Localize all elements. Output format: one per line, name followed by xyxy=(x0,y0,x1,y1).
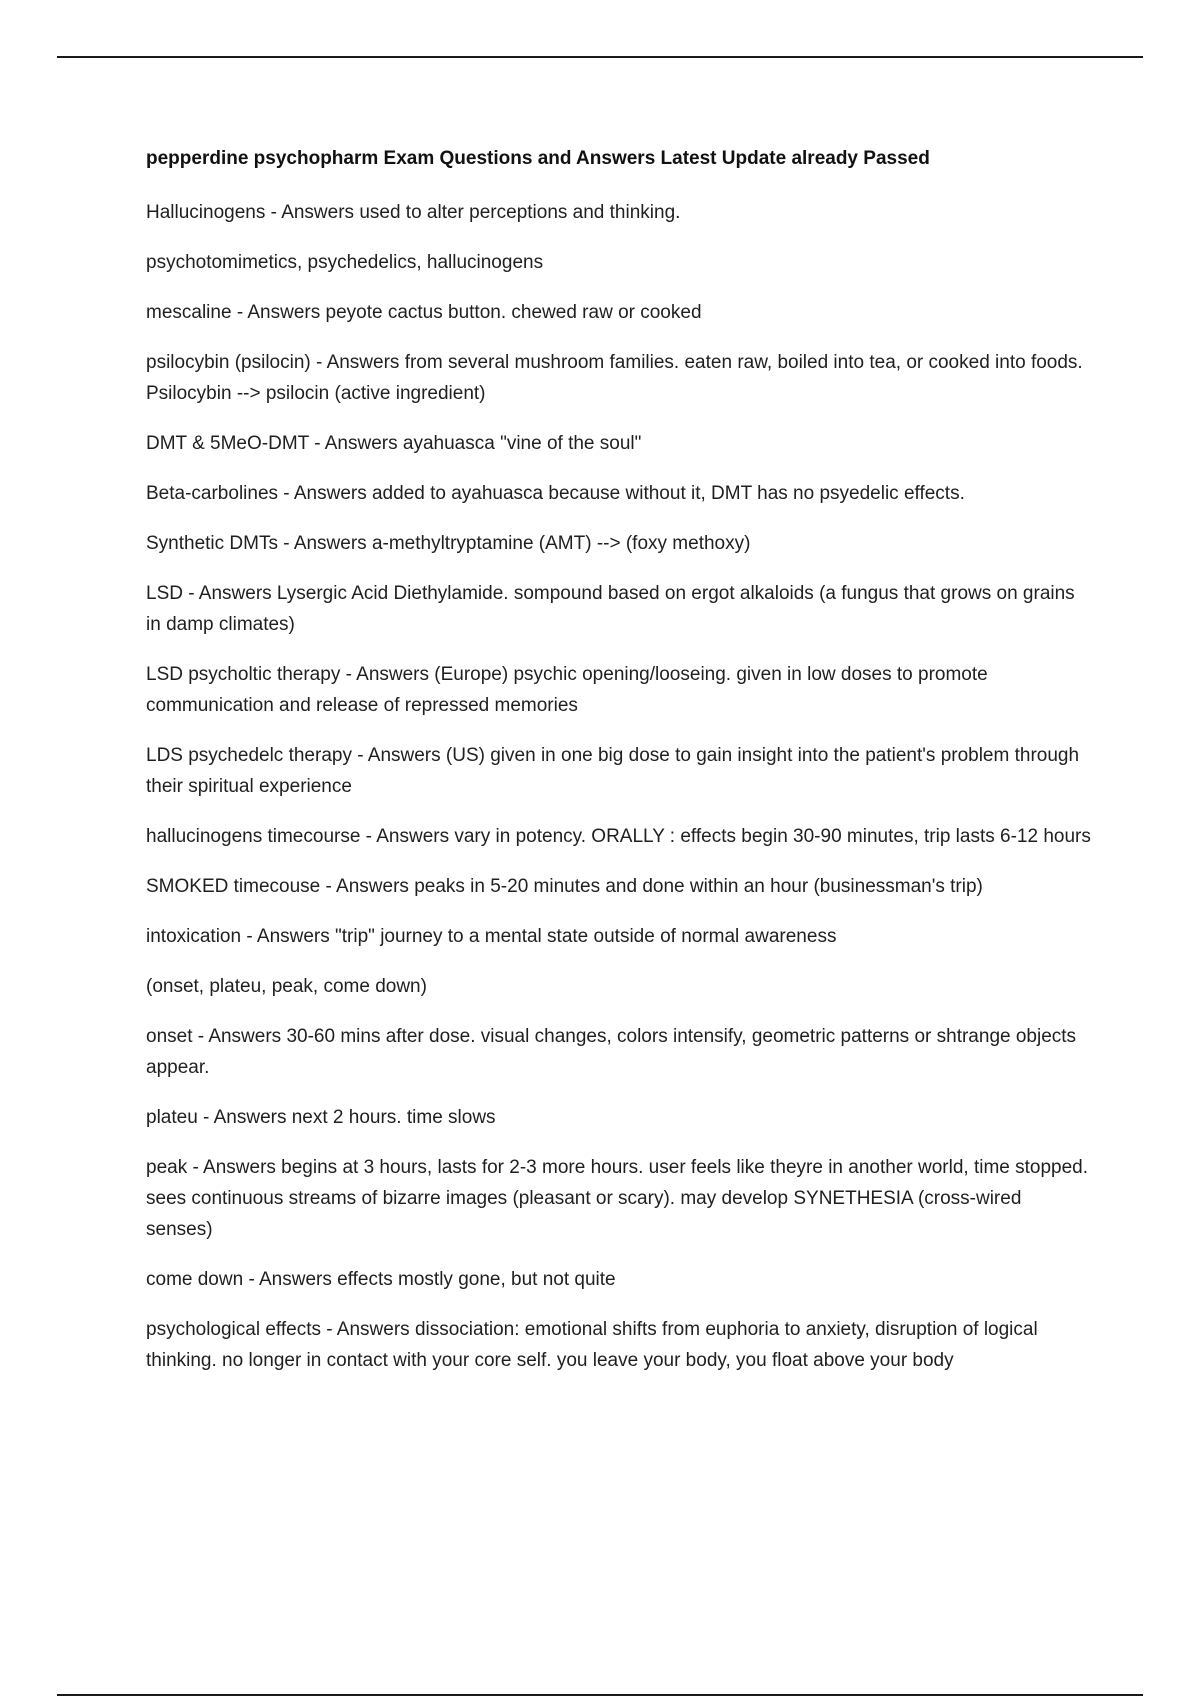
entry-lds-psychedelc-therapy: LDS psychedelc therapy - Answers (US) given in one big dose to gain insight into the patient's problem through their spiritual experience xyxy=(146,745,1080,797)
entry-beta-carbolines: Beta-carbolines - Answers added to ayahuasca because without it, DMT has no psyedelic effects. xyxy=(146,483,965,504)
entry-peak: peak - Answers begins at 3 hours, lasts for 2-3 more hours. user feels like theyre in another world, time stopped. sees continuous streams of bizarre images (pleasant or scary). may develop SYNETHESIA (cross-wired senses) xyxy=(146,1157,1089,1240)
entry-intoxication: intoxication - Answers "trip" journey to a mental state outside of normal awareness xyxy=(146,926,837,947)
entry-hallucinogens: Hallucinogens - Answers used to alter perceptions and thinking. xyxy=(146,202,681,223)
entry-smoked-timecourse: SMOKED timecouse - Answers peaks in 5-20 minutes and done within an hour (businessman's trip) xyxy=(146,876,983,897)
footer-rule xyxy=(57,1694,1143,1696)
entry-onset: onset - Answers 30-60 mins after dose. visual changes, colors intensify, geometric patterns or shtrange objects appear. xyxy=(146,1026,1077,1078)
header-rule xyxy=(57,56,1143,58)
entry-lsd-psycholtic-therapy: LSD psycholtic therapy - Answers (Europe) psychic opening/looseing. given in low doses to promote communication and release of repressed memories xyxy=(146,664,988,716)
entry-come-down: come down - Answers effects mostly gone, but not quite xyxy=(146,1269,616,1290)
entry-synonyms: psychotomimetics, psychedelics, hallucinogens xyxy=(146,252,544,273)
entry-hallucinogens-timecourse: hallucinogens timecourse - Answers vary in potency. ORALLY : effects begin 30-90 minutes, trip lasts 6-12 hours xyxy=(146,826,1091,847)
entry-plateu: plateu - Answers next 2 hours. time slows xyxy=(146,1107,496,1128)
document-title: pepperdine psychopharm Exam Questions and Answers Latest Update already Passed xyxy=(146,148,930,169)
entry-psychological-effects: psychological effects - Answers dissociation: emotional shifts from euphoria to anxiety, disruption of logical thinking. no longer in contact with your core self. you leave your body, you float above your body xyxy=(146,1319,1038,1371)
document-body xyxy=(146,146,1091,1395)
entry-psilocybin: psilocybin (psilocin) - Answers from several mushroom families. eaten raw, boiled into tea, or cooked into foods. Psilocybin --> psilocin (active ingredient) xyxy=(146,352,1083,404)
entry-trip-phases: (onset, plateu, peak, come down) xyxy=(146,976,427,997)
entry-dmt: DMT & 5MeO-DMT - Answers ayahuasca "vine of the soul" xyxy=(146,433,642,454)
entry-mescaline: mescaline - Answers peyote cactus button. chewed raw or cooked xyxy=(146,302,702,323)
entry-lsd: LSD - Answers Lysergic Acid Diethylamide. sompound based on ergot alkaloids (a fungus that grows on grains in damp climates) xyxy=(146,583,1075,635)
entry-synthetic-dmts: Synthetic DMTs - Answers a-methyltryptamine (AMT) --> (foxy methoxy) xyxy=(146,533,751,554)
